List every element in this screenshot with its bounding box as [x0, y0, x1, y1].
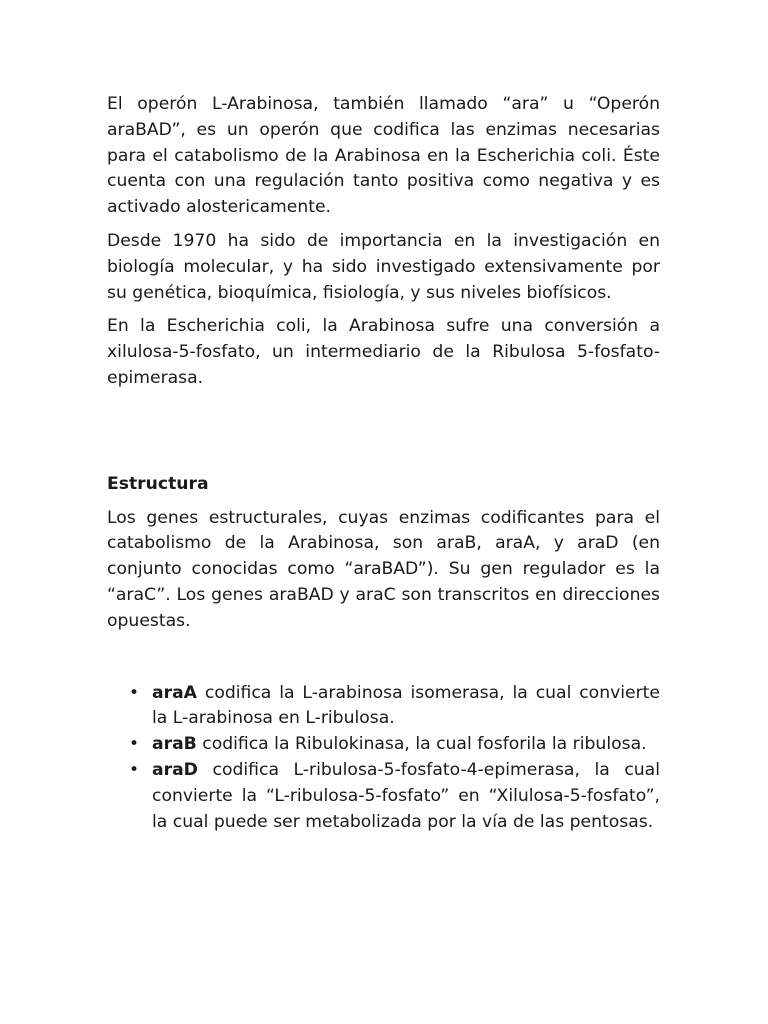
list-item — [107, 758, 660, 835]
bullet-icon: • — [129, 734, 140, 755]
list-item — [107, 681, 660, 733]
bullet-icon: • — [129, 682, 140, 703]
section-heading: Estructura — [107, 473, 209, 494]
gene-description: codifica la L-arabinosa isomerasa, la cual convierte la L-arabinosa en L-ribulosa. — [152, 682, 660, 729]
paragraph-history: Desde 1970 ha sido de importancia en la investigación en biología molecular, y ha sido investigado extensivamente por su genética, bioquímica, fisiología, y sus niveles biofísicos. — [107, 230, 660, 303]
gene-name: araB — [152, 734, 197, 755]
document-page — [107, 92, 660, 835]
gene-list — [107, 681, 660, 836]
gene-description: codifica la Ribulokinasa, la cual fosforila la ribulosa. — [196, 734, 647, 755]
gene-name: araA — [152, 682, 197, 703]
paragraph-intro: El operón L-Arabinosa, también llamado “ara” u “Operón araBAD”, es un operón que codifica las enzimas necesarias para el catabolismo de la Arabinosa en la Escherichia coli. Éste cuenta con una regulación tanto positiva como negativa y es activado alostericamente. — [107, 94, 660, 218]
list-item — [107, 732, 660, 758]
gene-name: araD — [152, 759, 198, 780]
bullet-icon: • — [129, 759, 140, 780]
paragraph-structure: Los genes estructurales, cuyas enzimas codificantes para el catabolismo de la Arabinosa, son araB, araA, y araD (en conjunto conocidas como “araBAD”). Su gen regulador es la “araC”. Los genes araBAD y araC son transcritos en direcciones opuestas. — [107, 507, 660, 631]
paragraph-conversion: En la Escherichia coli, la Arabinosa sufre una conversión a xilulosa-5-fosfato, un intermediario de la Ribulosa 5-fosfato-epimerasa. — [107, 316, 660, 388]
spacer — [107, 643, 660, 681]
spacer — [107, 400, 660, 472]
gene-description: codifica L-ribulosa-5-fosfato-4-epimerasa, la cual convierte la “L-ribulosa-5-fosfato” en “Xilulosa-5-fosfato”, la cual puede ser metabolizada por la vía de las pentosas. — [152, 759, 660, 832]
